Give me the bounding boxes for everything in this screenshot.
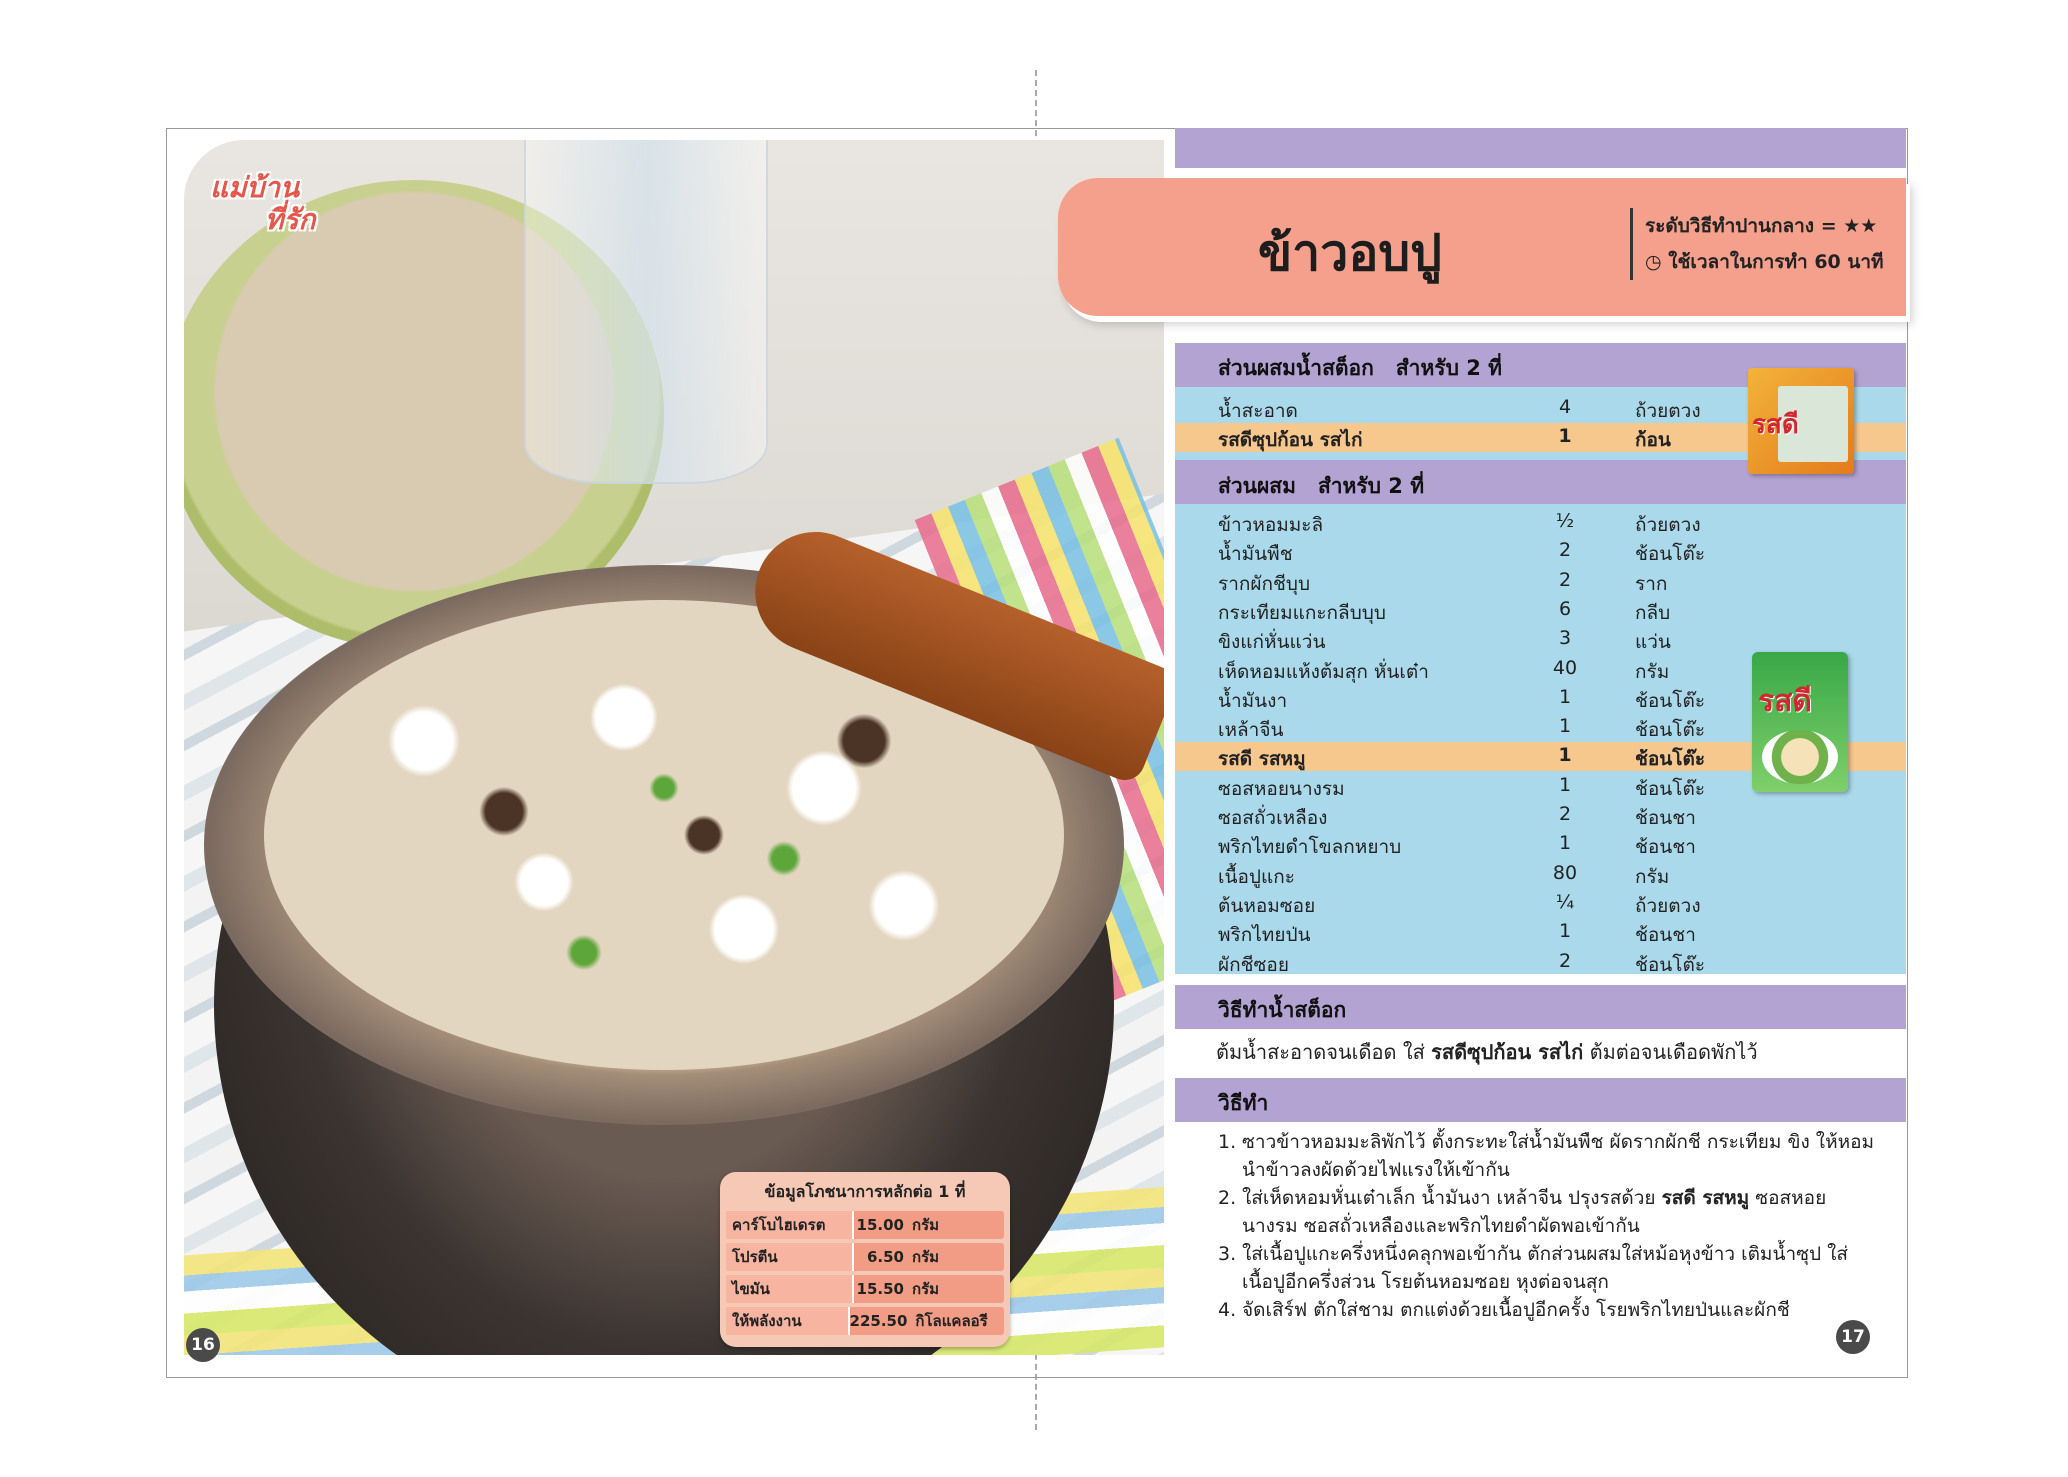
ingredient-unit: ช้อนชา [1635, 807, 1696, 829]
ingredient-name: เนื้อปูแกะ [1218, 865, 1295, 888]
ingredient-unit: ถ้วยตวง [1635, 514, 1701, 536]
ingredient-qty: 1 [1558, 744, 1572, 767]
method-title: วิธีทำ [1218, 1091, 1269, 1115]
ingredient-qty: 2 [1558, 803, 1572, 825]
step-number: 1. [1218, 1131, 1237, 1153]
logo-line-1: แม่บ้าน [210, 171, 300, 204]
ingredient-unit: ก้อน [1635, 429, 1671, 452]
chicken-cube-product [1748, 368, 1854, 474]
step-text: จัดเสิร์ฟ ตักใส่ชาม ตกแต่งด้วยเนื้อปูอีกครั้ง โรยพริกไทยป่นและผักชี [1242, 1299, 1790, 1321]
stock-section-serving: สำหรับ 2 ที่ [1395, 356, 1502, 380]
ingredient-unit: แว่น [1635, 631, 1671, 654]
ingredient-name: พริกไทยดำโขลกหยาบ [1218, 836, 1402, 859]
ingredient-qty: ¼ [1555, 890, 1575, 913]
ingredient-qty: 4 [1558, 396, 1572, 418]
ingredient-name: เหล้าจีน [1218, 719, 1284, 742]
ingredient-name: เห็ดหอมแห้งต้มสุก หั่นเต๋า [1218, 660, 1429, 683]
recipe-info [1630, 208, 1884, 280]
nutrient-unit: กรัม [912, 1248, 940, 1266]
stock-method-title: วิธีทำน้ำสต็อก [1218, 998, 1347, 1022]
time-text: ใช้เวลาในการทำ 60 นาที [1668, 251, 1884, 273]
ingredient-qty: 2 [1558, 539, 1572, 562]
nutrient-unit: กรัม [912, 1216, 940, 1234]
ingredient-qty: 2 [1558, 949, 1572, 972]
ingredient-name: น้ำมันพืช [1218, 543, 1293, 566]
ingredient-name: รสดี รสหมู [1218, 748, 1306, 771]
stock-text-product: รสดีซุปก้อน รสไก่ [1431, 1040, 1584, 1064]
top-band [1175, 128, 1906, 168]
ingredient-unit: ถ้วยตวง [1635, 894, 1701, 917]
nutrient-value: 15.00 [856, 1216, 904, 1234]
ingredient-row [1175, 889, 1906, 918]
ingredient-unit: ช้อนโต๊ะ [1635, 719, 1706, 742]
ingredient-qty: 1 [1558, 832, 1572, 855]
logo-line-2: ที่รัก [265, 203, 316, 236]
ingredient-qty: 6 [1558, 597, 1572, 620]
ingredient-unit: ช้อนโต๊ะ [1635, 777, 1706, 800]
ingredient-qty: 1 [1558, 773, 1572, 796]
stock-method-text [1216, 1036, 1758, 1068]
ingredient-unit: กรัม [1635, 660, 1670, 683]
dish-photo [184, 140, 1164, 1355]
recipe-title: ข้าวอบปู [1258, 224, 1442, 282]
step-number: 3. [1218, 1243, 1237, 1265]
method-step [1218, 1240, 1878, 1296]
stock-section-title: ส่วนผสมน้ำสต็อก [1218, 356, 1374, 380]
ingredient-unit: กลีบ [1635, 601, 1671, 624]
ingredient-qty: 1 [1558, 425, 1572, 448]
ingredient-qty: 40 [1552, 656, 1578, 679]
nutrient-unit: กรัม [912, 1280, 940, 1298]
ingredient-row [1175, 625, 1906, 654]
nutrient-value: 15.50 [856, 1280, 904, 1298]
ingredient-unit: ช้อนโต๊ะ [1635, 748, 1706, 771]
ingredient-row [1175, 508, 1906, 537]
method-band [1175, 1078, 1906, 1122]
step-text: ใส่เห็ดหอมหั่นเต๋าเล็ก น้ำมันงา เหล้าจีน ปรุงรสด้วย รสดี รสหมู ซอสหอยนางรม ซอสถั่วเหลืองและพริกไทยดำผัดพอเข้ากัน [1242, 1187, 1827, 1237]
ingredient-row [1175, 830, 1906, 859]
stock-section-heading [1218, 352, 1502, 385]
step-number: 4. [1218, 1299, 1237, 1321]
ingredient-qty: 1 [1558, 715, 1572, 738]
nutrition-row [726, 1211, 1004, 1239]
ingredient-unit: ราก [1635, 572, 1668, 595]
stock-text-before: ต้มน้ำสะอาดจนเดือด ใส่ [1216, 1040, 1425, 1064]
ingredient-unit: ถ้วยตวง [1635, 400, 1701, 422]
brand-logo [210, 172, 360, 244]
step-number: 2. [1218, 1187, 1237, 1209]
ingredient-name: ข้าวหอมมะลิ [1218, 514, 1324, 536]
nutrition-box [720, 1172, 1010, 1347]
clock-icon: ◷ [1645, 251, 1662, 273]
step-text: ซาวข้าวหอมมะลิพักไว้ ตั้งกระทะใส่น้ำมันพืช ผัดรากผักชี กระเทียม ขิง ให้หอม นำข้าวลงผัดด้วยไฟแรงให้เข้ากัน [1242, 1131, 1875, 1181]
nutrient-name: โปรตีน [726, 1243, 854, 1271]
ingredient-name: ซอสถั่วเหลือง [1218, 807, 1328, 829]
ingredient-name: รสดีซุปก้อน รสไก่ [1218, 429, 1363, 452]
nutrient-name: คาร์โบไฮเดรต [726, 1211, 854, 1239]
nutrient-unit: กิโลแคลอรี [915, 1312, 988, 1330]
ingredient-row [1175, 860, 1906, 889]
nutrient-value: 225.50 [849, 1312, 908, 1330]
ingredient-row [1175, 801, 1906, 830]
nutrition-heading: ข้อมูลโภชนาการหลักต่อ 1 ที่ [764, 1182, 966, 1201]
nutrition-row [726, 1275, 1004, 1303]
ingredient-name: ซอสหอยนางรม [1218, 777, 1345, 800]
ingredient-unit: ช้อนชา [1635, 924, 1696, 947]
ingredient-qty: 80 [1552, 861, 1578, 884]
stock-text-after: ต้มต่อจนเดือดพักไว้ [1589, 1040, 1758, 1064]
pork-seasoning-product [1752, 652, 1848, 792]
ingredient-name: ผักชีซอย [1218, 953, 1289, 976]
ingredient-qty: 2 [1558, 568, 1572, 591]
nutrient-name: ไขมัน [726, 1275, 854, 1303]
nutrient-value: 6.50 [866, 1248, 904, 1266]
nutrition-row [726, 1307, 1004, 1335]
ingredient-name: รากผักชีบุบ [1218, 572, 1311, 595]
ingredient-row [1175, 596, 1906, 625]
page-number-right: 17 [1836, 1320, 1870, 1354]
ingredient-qty: 1 [1558, 920, 1572, 943]
main-section-heading [1218, 470, 1424, 503]
ingredient-qty: ½ [1555, 510, 1575, 532]
ingredient-qty: 1 [1558, 685, 1572, 708]
nutrition-row [726, 1243, 1004, 1271]
water-glass [524, 140, 768, 484]
ingredient-row [1175, 918, 1906, 947]
difficulty-text: ระดับวิธีทำปานกลาง = ★★ [1645, 215, 1878, 237]
method-step [1218, 1128, 1878, 1184]
method-steps [1218, 1128, 1878, 1324]
ingredient-qty: 3 [1558, 627, 1572, 650]
ingredient-row [1175, 537, 1906, 566]
ingredient-name: ต้นหอมซอย [1218, 894, 1316, 917]
nutrient-name: ให้พลังงาน [726, 1307, 850, 1335]
ingredient-row [1175, 567, 1906, 596]
ingredient-unit: กรัม [1635, 865, 1670, 888]
product-plate-image [1762, 730, 1838, 784]
ingredient-name: น้ำมันงา [1218, 689, 1288, 712]
ingredient-unit: ช้อนโต๊ะ [1635, 543, 1706, 566]
method-step [1218, 1184, 1878, 1240]
product-brand: รสดี [1752, 410, 1799, 440]
ingredient-name: ขิงแก่หั่นแว่น [1218, 631, 1326, 654]
product-brand: รสดี [1758, 684, 1812, 719]
step-text: ใส่เนื้อปูแกะครึ่งหนึ่งคลุกพอเข้ากัน ตักส่วนผสมใส่หม้อหุงข้าว เติมน้ำซุป ใส่เนื้อปูอีกครึ่งส่วน โรยต้นหอมซอย หุงต่อจนสุก [1242, 1243, 1848, 1293]
main-section-title: ส่วนผสม [1218, 474, 1296, 498]
ingredient-name: พริกไทยป่น [1218, 924, 1311, 947]
ingredient-name: น้ำสะอาด [1218, 400, 1298, 422]
ingredient-unit: ช้อนโต๊ะ [1635, 689, 1706, 712]
ingredient-row [1175, 948, 1906, 977]
ingredient-unit: ช้อนชา [1635, 836, 1696, 859]
ingredient-unit: ช้อนโต๊ะ [1635, 953, 1706, 976]
page-number-left: 16 [186, 1328, 220, 1362]
main-section-serving: สำหรับ 2 ที่ [1317, 474, 1425, 498]
ingredient-name: กระเทียมแกะกลีบบุบ [1218, 601, 1386, 624]
method-step [1218, 1296, 1878, 1324]
